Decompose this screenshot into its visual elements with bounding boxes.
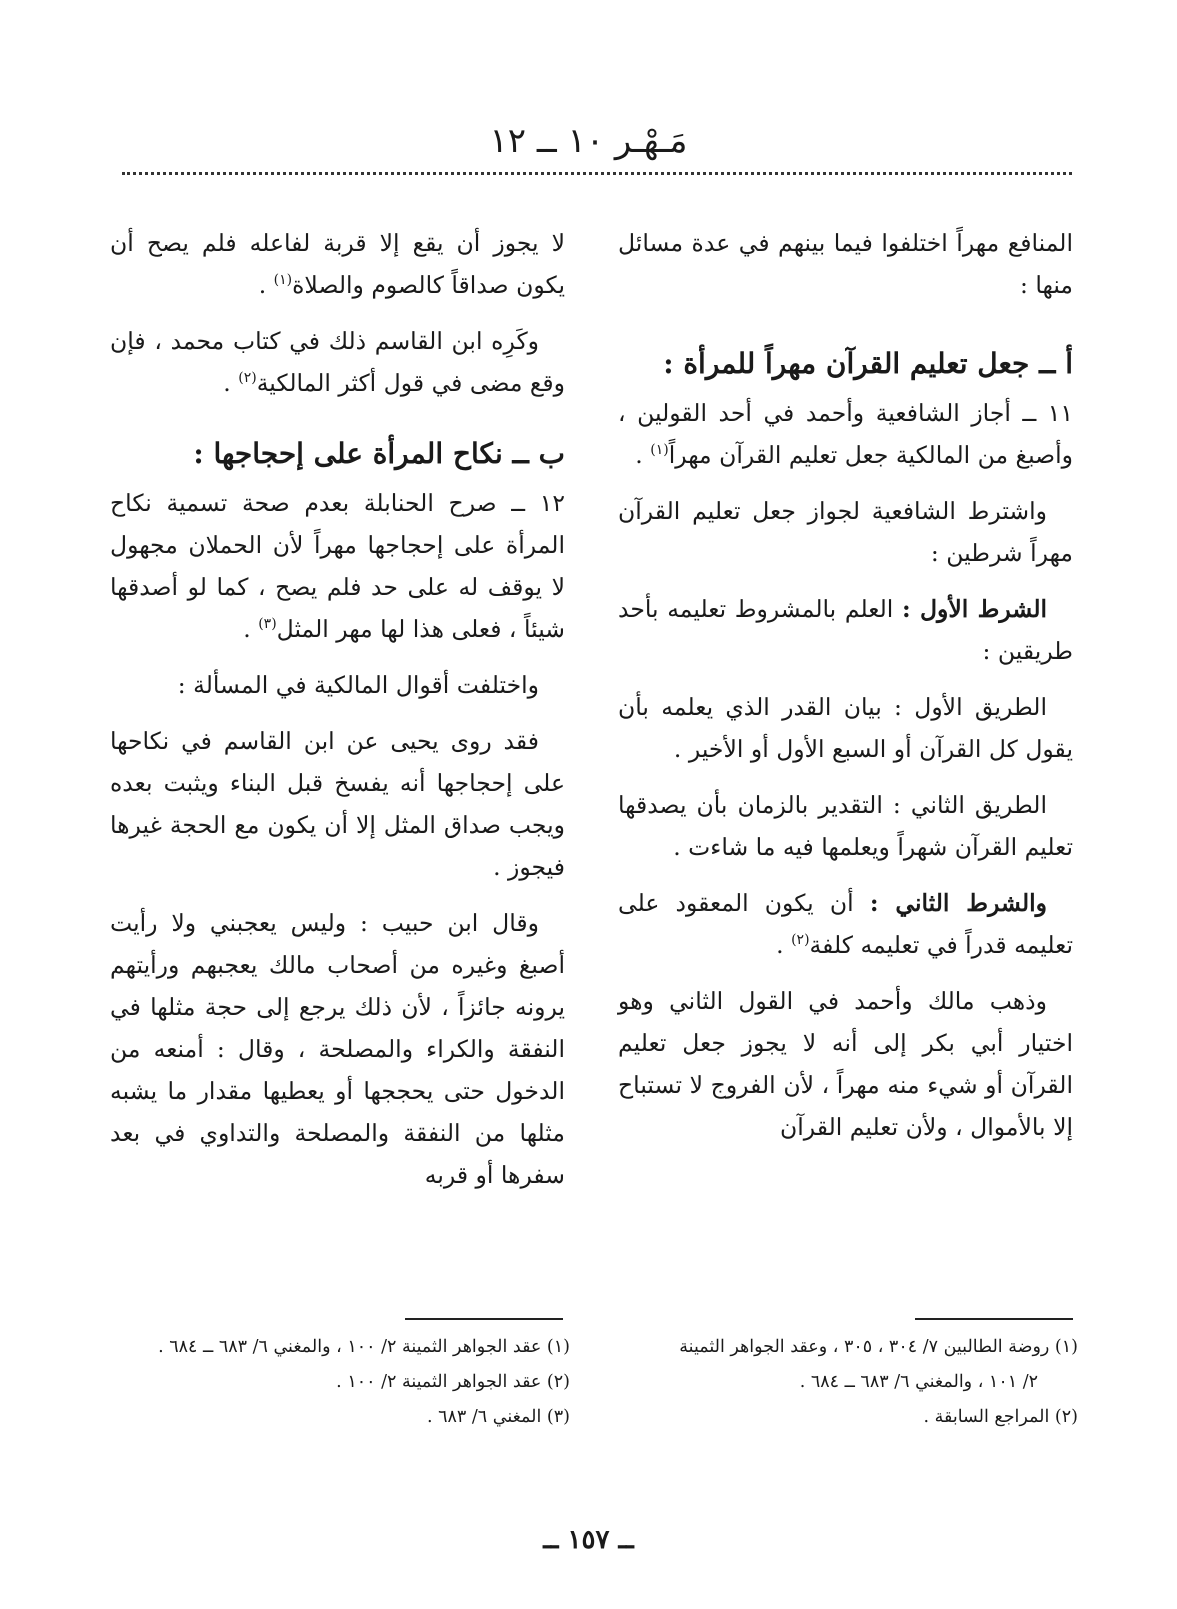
section-heading-a: أ ــ جعل تعليم القرآن مهراً للمرأة : (663, 347, 1073, 380)
footnote-ref[interactable]: (١) (650, 442, 669, 459)
paragraph-11 (618, 392, 1073, 476)
punctuation: . (223, 369, 239, 397)
paragraph: واختلفت أقوال المالكية في المسألة : (177, 671, 539, 699)
paragraph-condition-1 (618, 588, 1073, 672)
punctuation: . (776, 931, 792, 959)
footnote-1: (١) عقد الجواهر الثمينة ٢/ ١٠٠ ، والمغني ٦/ ٦٨٣ ــ ٦٨٤ . (158, 1337, 570, 1357)
paragraph: وذهب مالك وأحمد في القول الثاني وهو اختيار أبي بكر إلى أنه لا يجوز جعل تعليم القرآن أو شيء منه مهراً ، لأن الفروج لا تستباح إلا بالأموال ، ولأن تعليم القرآن (618, 987, 1073, 1141)
footnote-ref[interactable]: (٣) (258, 616, 277, 633)
paragraph: وقال ابن حبيب : وليس يعجبني ولا رأيت أصبغ وغيره من أصحاب مالك يعجبهم ورأيتهم يرونه جائزاً ، لأن ذلك يرجع إلى حجة مثلها في النفقة والكراء والمصلحة ، وقال : أمنعه من الدخول حتى يحججها أو يعطيها مقدار ما يشبه مثلها من النفقة والمصلحة والتداوي في بعد سفرها أو قربه (110, 909, 565, 1189)
footnote-ref[interactable]: (٢) (791, 932, 810, 949)
footnote-3: (٣) المغني ٦/ ٦٨٣ . (426, 1407, 570, 1427)
page-header-title: مَـهْـر ١٠ ــ ١٢ (489, 121, 688, 161)
paragraph-text: وكَرِه ابن القاسم ذلك في كتاب محمد ، فإن وقع مضى في قول أكثر المالكية (110, 327, 565, 397)
paragraph-text: لا يجوز أن يقع إلا قربة لفاعله فلم يصح أن يكون صداقاً كالصوم والصلاة (110, 229, 565, 299)
left-column (110, 222, 565, 1210)
punctuation: . (243, 615, 259, 643)
paragraph: الطريق الأول : بيان القدر الذي يعلمه بأن يقول كل القرآن أو السبع الأول أو الأخير . (618, 693, 1073, 763)
paragraph-text: ١١ ــ أجاز الشافعية وأحمد في أحد القولين ، وأصبغ من المالكية جعل تعليم القرآن مهراً (618, 399, 1073, 469)
header-divider (122, 172, 1072, 175)
paragraph (110, 320, 565, 404)
punctuation: . (635, 441, 651, 469)
paragraph (110, 222, 565, 306)
paragraph: الطريق الثاني : التقدير بالزمان بأن يصدقها تعليم القرآن شهراً ويعلمها فيه ما شاءت . (618, 791, 1073, 861)
footnote-ref[interactable]: (١) (273, 272, 293, 289)
paragraph-text: أن يكون المعقود على تعليمه قدراً في تعليمه كلفة (618, 889, 1073, 959)
paragraph: واشترط الشافعية لجواز جعل تعليم القرآن مهراً شرطين : (618, 497, 1073, 567)
footnote-divider-left (405, 1318, 563, 1320)
bold-label: والشرط الثاني : (869, 889, 1048, 917)
punctuation: . (258, 271, 274, 299)
footnote-ref[interactable]: (٢) (238, 370, 257, 387)
footnotes-left (100, 1330, 570, 1435)
paragraph-text: العلم بالمشروط تعليمه بأحد طريقين : (618, 595, 1073, 665)
bold-label: الشرط الأول : (901, 595, 1048, 623)
right-column (618, 222, 1073, 1162)
footnote-2: (٢) عقد الجواهر الثمينة ٢/ ١٠٠ . (336, 1372, 570, 1392)
footnote-1-continued: ٢/ ١٠١ ، والمغني ٦/ ٦٨٣ ــ ٦٨٤ . (799, 1372, 1038, 1392)
page-number: ــ ١٥٧ ــ (543, 1525, 634, 1555)
paragraph-condition-2 (618, 882, 1073, 966)
paragraph: فقد روى يحيى عن ابن القاسم في نكاحها على إحجاجها أنه يفسخ قبل البناء ويثبت بعده ويجب صداق المثل إلا أن يكون مع الحجة غيرها فيجوز . (110, 727, 565, 881)
paragraph-text: ١٢ ــ صرح الحنابلة بعدم صحة تسمية نكاح المرأة على إحجاجها مهراً لأن الحملان مجهول لا يوقف له على حد فلم يصح ، كما لو أصدقها شيئاً ، فعلى هذا لها مهر المثل (110, 489, 565, 643)
section-heading-b: ب ــ نكاح المرأة على إحجاجها : (193, 437, 565, 470)
footnotes-right (608, 1330, 1078, 1435)
paragraph: المنافع مهراً اختلفوا فيما بينهم في عدة مسائل منها : (618, 229, 1073, 299)
footnote-1: (١) روضة الطالبين ٧/ ٣٠٤ ، ٣٠٥ ، وعقد الجواهر الثمينة (679, 1337, 1078, 1357)
paragraph-12 (110, 482, 565, 650)
footnote-divider-right (915, 1318, 1073, 1320)
footnote-2: (٢) المراجع السابقة . (923, 1407, 1078, 1427)
